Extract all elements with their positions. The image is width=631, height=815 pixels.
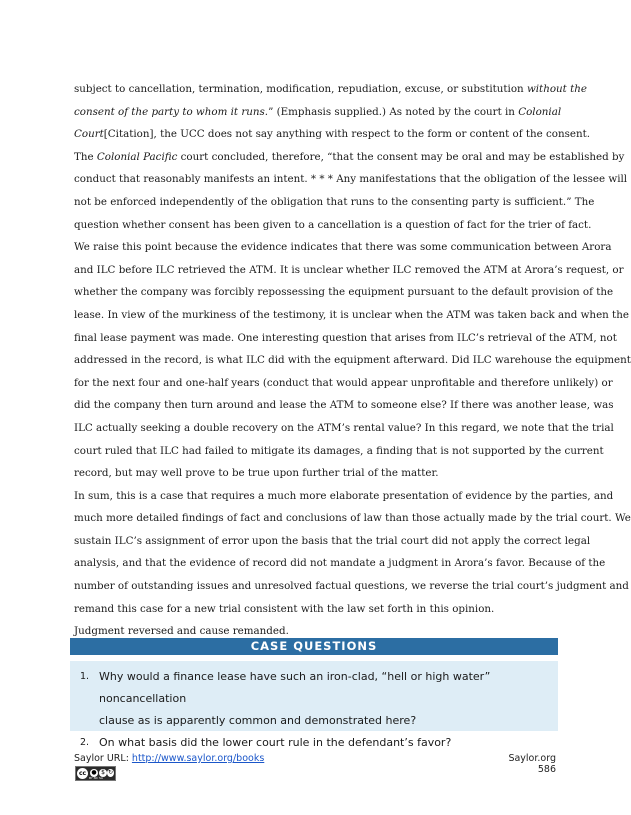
question-text-line: On what basis did the lower court rule in the defendant’s favor?	[99, 736, 452, 749]
text-run: lease. In view of the murkiness of the testimony, it is unclear when the ATM was taken back and when the	[74, 308, 629, 321]
case-questions-heading: CASE QUESTIONS	[70, 638, 558, 655]
text-run: addressed in the record, is what ILC did with the equipment afterward. Did ILC warehouse the equipment	[74, 354, 631, 367]
license-terms: BY NC SA	[89, 776, 103, 780]
question-number: 2.	[80, 737, 90, 748]
text-run: not be enforced independently of the obligation that runs to the consenting party is sufficient.” The	[74, 195, 595, 208]
text-run: The	[74, 150, 97, 163]
footer-site-name: Saylor.org	[508, 753, 556, 764]
text-run: conduct that reasonably manifests an intent. * * * Any manifestations that the obligation of the lessee will	[74, 173, 628, 186]
italic-text: without the	[526, 83, 587, 95]
text-run: remand this case for a new trial consistent with the law set forth in this opinion.	[74, 602, 495, 615]
text-run: court concluded, therefore, “that the consent may be oral and may be established by	[177, 150, 625, 163]
text-run: record, but may well prove to be true upon further trial of the matter.	[74, 467, 439, 480]
italic-text: Colonial	[518, 105, 562, 118]
question-number: 1.	[80, 671, 90, 682]
text-run: court ruled that ILC had failed to mitigate its damages, a finding that is not supported by the current	[74, 444, 604, 457]
text-line	[74, 507, 631, 530]
text-line	[74, 214, 592, 237]
text-line	[74, 462, 560, 485]
text-run: [Citation], the UCC does not say anything with respect to the form or content of the consent.	[103, 128, 590, 141]
text-run: subject to cancellation, termination, modification, repudiation, excuse, or substitution	[74, 83, 527, 95]
italic-text: Court	[74, 128, 104, 141]
text-line	[74, 575, 629, 598]
text-line	[74, 552, 606, 575]
attribution-icon: ●	[91, 769, 97, 776]
text-run: final lease payment was made. One interesting question that arises from ILC’s retrieval of the ATM, not	[74, 331, 617, 344]
text-run: whether the company was forcibly repossessing the equipment pursuant to the default provision of the	[74, 286, 614, 299]
text-run: and ILC before ILC retrieved the ATM. It is unclear whether ILC removed the ATM at Arora’s request, or	[74, 263, 624, 276]
text-run: number of outstanding issues and unresolved factual questions, we reverse the trial court’s judgment and	[74, 580, 629, 593]
text-line	[74, 440, 604, 463]
text-run: ILC actually seeking a double recovery on the ATM’s rental value? In this regard, we note that the trial	[74, 421, 614, 434]
text-run: We raise this point because the evidence indicates that there was some communication between Arora	[74, 241, 612, 254]
text-line	[74, 530, 591, 553]
sharealike-icon: ↻	[107, 769, 114, 776]
footer-url-label: Saylor URL:	[74, 753, 132, 764]
footer-site	[456, 753, 556, 775]
text-run: Judgment reversed and cause remanded.	[74, 625, 289, 638]
text-run: much more detailed findings of fact and conclusions of law than those actually made by the trial court. We	[74, 512, 631, 525]
text-line	[74, 236, 612, 259]
text-run: did the company then turn around and lease the ATM to someone else? If there was another lease, was	[74, 399, 614, 412]
text-run: for the next four and one-half years (conduct that would appear unprofitable and therefore unlikely) or	[74, 376, 613, 389]
text-line	[74, 281, 614, 304]
case-questions-box	[70, 661, 558, 749]
text-run: sustain ILC’s assignment of error upon the basis that the trial court did not apply the correct legal	[74, 534, 591, 547]
question-text-line: clause as is apparently common and demonstrated here?	[99, 714, 417, 727]
text-line	[74, 191, 595, 214]
saylor-books-link[interactable]: http://www.saylor.org/books	[131, 753, 265, 764]
text-line	[74, 168, 628, 191]
text-line	[74, 394, 614, 417]
text-line	[74, 417, 614, 440]
text-line	[74, 372, 613, 395]
text-line	[74, 598, 560, 621]
text-run: question whether consent has been given to a cancellation is a question of fact for the trier of fact.	[74, 218, 592, 231]
text-line	[74, 146, 625, 169]
text-run: .” (Emphasis supplied.) As noted by the court in	[264, 105, 519, 118]
question-item	[80, 666, 548, 732]
question-item	[80, 732, 548, 754]
text-line	[74, 123, 590, 146]
italic-text: Colonial Pacific	[96, 150, 178, 163]
text-line	[74, 349, 631, 372]
text-run: analysis, and that the evidence of record did not mandate a judgment in Arora’s favor. Because of the	[74, 557, 606, 570]
noncommercial-icon: $	[99, 769, 107, 777]
text-line	[74, 485, 614, 508]
text-line	[74, 78, 587, 101]
cc-icon: cc	[78, 770, 87, 777]
text-line	[74, 304, 629, 327]
page-number: 586	[537, 764, 556, 775]
text-line	[74, 327, 617, 350]
question-text-line: Why would a finance lease have such an iron-clad, “hell or high water” noncancellation	[99, 670, 491, 705]
creative-commons-license-icon[interactable]	[75, 766, 116, 781]
footer-url	[74, 753, 264, 764]
text-line	[74, 101, 560, 124]
opinion-text	[74, 78, 631, 643]
text-line	[74, 259, 624, 282]
italic-text: consent of the party to whom it runs	[74, 105, 265, 118]
text-run: In sum, this is a case that requires a much more elaborate presentation of evidence by the parties, and	[74, 489, 614, 502]
